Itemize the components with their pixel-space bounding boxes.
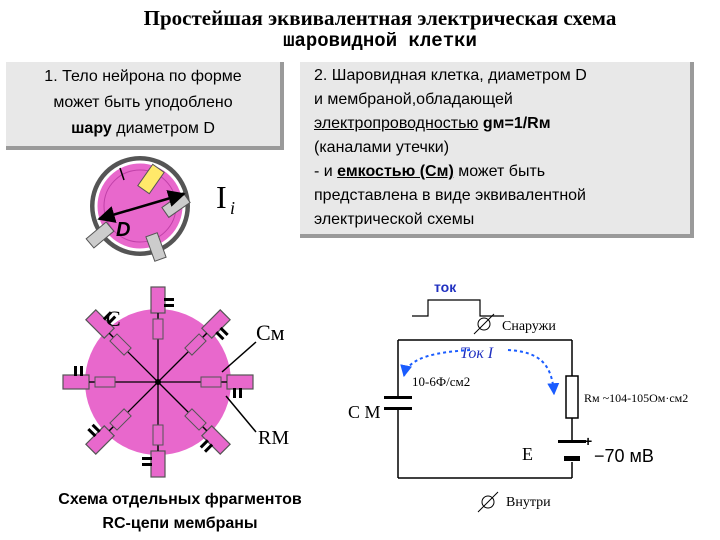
resistor bbox=[566, 376, 578, 418]
box2-line1: 2. Шаровидная клетка, диаметром D bbox=[314, 67, 587, 84]
emf-label: E bbox=[522, 444, 533, 464]
box2-capacitance: емкостью (Cм) bbox=[337, 163, 454, 180]
box1-line2: может быть уподоблено bbox=[53, 94, 233, 111]
battery-plate-short bbox=[564, 456, 580, 461]
page-title: Простейшая эквивалентная электрическая схема bbox=[143, 6, 617, 30]
caption-line2: RC-цепи мембраны bbox=[102, 515, 258, 532]
inside-label: Внутри bbox=[506, 495, 551, 510]
diameter-label: D bbox=[116, 219, 131, 241]
capacitor-plate-top bbox=[384, 396, 412, 399]
current-i-label: I bbox=[216, 179, 227, 215]
capacitance-value: 10-6Ф/см2 bbox=[412, 374, 471, 389]
figure-caption bbox=[30, 488, 330, 536]
caption-line1: Схема отдельных фрагментов bbox=[58, 491, 302, 508]
rm-pointer bbox=[226, 396, 256, 432]
cm-pointer bbox=[222, 342, 256, 372]
rm-label: RM bbox=[258, 427, 290, 449]
outside-label: Снаружи bbox=[502, 319, 556, 334]
resistance-value: Rм ~104-105Ом·см2 bbox=[584, 391, 689, 405]
box2-formula: gм=1/Rм bbox=[478, 115, 551, 132]
box2-line6: представлена в виде эквивалентной bbox=[314, 187, 586, 204]
box2-line2: и мембраной,обладающей bbox=[314, 91, 513, 108]
current-i-circuit-label: Ток I bbox=[460, 345, 494, 362]
capacitor-plate-bottom bbox=[384, 407, 412, 410]
current-top-label: ток bbox=[434, 279, 457, 295]
capacitor-label: С М bbox=[348, 402, 381, 422]
box2-line5-rest: может быть bbox=[453, 163, 546, 180]
box1-line1: 1. Тело нейрона по форме bbox=[44, 68, 242, 85]
c-label: C bbox=[106, 306, 121, 331]
box1-ball-word: шару bbox=[71, 120, 112, 137]
page-subtitle: шаровидной клетки bbox=[283, 30, 477, 52]
battery-plus: + bbox=[584, 433, 593, 449]
box1-line3-rest: диаметром D bbox=[111, 120, 215, 137]
current-arrow-right bbox=[508, 350, 554, 394]
neuron-sphere bbox=[86, 156, 190, 261]
voltage-label: −70 мВ bbox=[594, 446, 654, 466]
box2-conductivity: электропроводностью bbox=[314, 115, 479, 132]
box2-line5-pre: - и bbox=[314, 163, 338, 180]
cm-label: Cм bbox=[256, 320, 285, 345]
box2-line4: (каналами утечки) bbox=[314, 139, 450, 156]
battery-plate-long bbox=[558, 440, 586, 443]
current-i-sub: i bbox=[230, 198, 236, 218]
current-pulse bbox=[412, 300, 504, 316]
box2-line7: электрической схемы bbox=[314, 211, 475, 228]
